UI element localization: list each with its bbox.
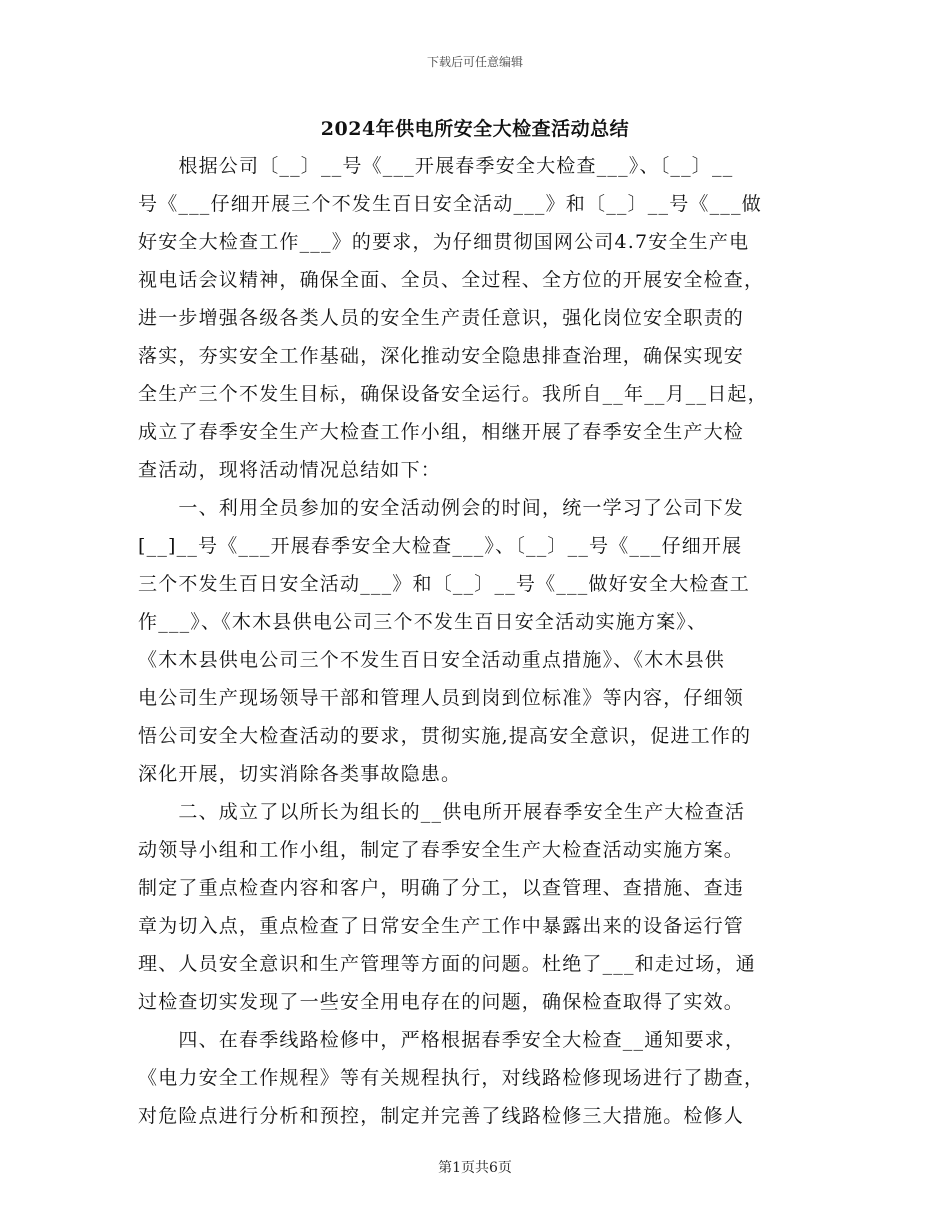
document-title: 2024年供电所安全大检查活动总结 [320,118,630,140]
text-line: 《电力安全工作规程》等有关规程执行，对线路检修现场进行了勘查， [138,1067,765,1089]
text-line: 根据公司〔__〕__号《___开展春季安全大检查___》、〔__〕__ [138,155,734,177]
text-line: 落实，夯实安全工作基础，深化推动安全隐患排查治理，确保实现安 [138,345,745,367]
text-line: 深化开展，切实消除各类事故隐患。 [138,763,462,785]
text-line: 动领导小组和工作小组，制定了春季安全生产大检查活动实施方案。 [138,839,745,861]
text-line: 全生产三个不发生目标，确保设备安全运行。我所自__年__月__日起， [138,383,768,405]
text-line: 电公司生产现场领导干部和管理人员到岗到位标准》等内容，仔细领 [138,687,745,709]
text-line: 制定了重点检查内容和客户，明确了分工，以查管理、查措施、查违 [138,877,745,899]
text-line: 作___》、《木木县供电公司三个不发生百日安全活动实施方案》、 [138,611,708,633]
text-line: 二、成立了以所长为组长的__供电所开展春季安全生产大检查活 [138,801,746,823]
text-line: [__]__号《___开展春季安全大检查___》、〔__〕__号《___仔细开展 [138,535,743,557]
text-line: 号《___仔细开展三个不发生百日安全活动___》和〔__〕__号《___做 [138,193,762,215]
text-line: 悟公司安全大检查活动的要求，贯彻实施,提高安全意识，促进工作的 [138,725,752,747]
text-line: 《木木县供电公司三个不发生百日安全活动重点措施》、《木木县供 [138,649,726,671]
text-line: 好安全大检查工作___》的要求，为仔细贯彻国网公司4.7安全生产电 [138,231,750,253]
text-line: 对危险点进行分析和预控，制定并完善了线路检修三大措施。检修人 [138,1105,745,1127]
document-body [138,147,818,1135]
text-line: 过检查切实发现了一些安全用电存在的问题，确保检查取得了实效。 [138,991,745,1013]
page-header: 下载后可任意编辑 [426,55,523,69]
text-line: 章为切入点，重点检查了日常安全生产工作中暴露出来的设备运行管 [138,915,745,937]
text-line: 成立了春季安全生产大检查工作小组，相继开展了春季安全生产大检 [138,421,745,443]
text-line: 理、人员安全意识和生产管理等方面的问题。杜绝了___和走过场，通 [138,953,756,975]
text-line: 四、在春季线路检修中，严格根据春季安全大检查__通知要求， [138,1029,746,1051]
page-footer: 第1页共6页 [438,1160,512,1176]
text-line: 查活动，现将活动情况总结如下： [138,459,442,481]
text-line: 三个不发生百日安全活动___》和〔__〕__号《___做好安全大检查工 [138,573,751,595]
text-line: 一、利用全员参加的安全活动例会的时间，统一学习了公司下发 [138,497,745,519]
text-line: 进一步增强各级各类人员的安全生产责任意识，强化岗位安全职责的 [138,307,745,329]
text-line: 视电话会议精神，确保全面、全员、全过程、全方位的开展安全检查， [138,269,765,291]
